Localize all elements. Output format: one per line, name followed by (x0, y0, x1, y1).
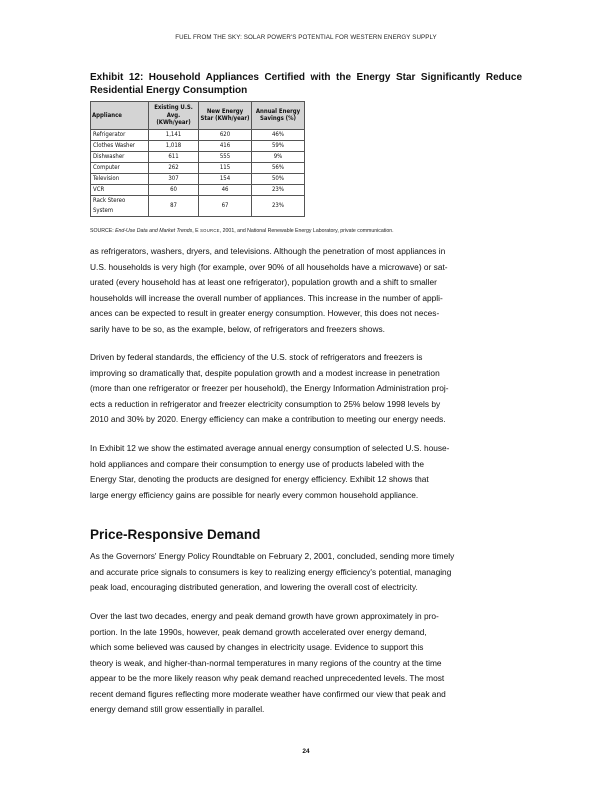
column-header-appliance: Appliance (91, 102, 149, 130)
table-row (91, 195, 305, 216)
cell-annual-savings: 59% (252, 140, 305, 151)
paragraph-line: Energy Star, denoting the products are designed for energy efficiency. Exhibit 12 shows that (90, 474, 429, 484)
cell-annual-savings: 23% (252, 184, 305, 195)
source-middle: , E (192, 228, 201, 234)
cell-existing-avg: 262 (149, 162, 199, 173)
cell-existing-avg: 87 (149, 195, 199, 216)
cell-existing-avg: 60 (149, 184, 199, 195)
table-row (91, 162, 305, 173)
paragraph-governors-roundtable (90, 549, 522, 596)
source-smallcaps: SOURCE (200, 228, 220, 233)
cell-appliance: VCR (91, 184, 149, 195)
cell-annual-savings: 56% (252, 162, 305, 173)
cell-appliance: Clothes Washer (91, 140, 149, 151)
table-row (91, 173, 305, 184)
page-number: 24 (302, 748, 310, 755)
cell-new-energy-star: 416 (199, 140, 252, 151)
paragraph-line: U.S. households is very high (for example, over 90% of all households have a microwave) or sat- (90, 261, 448, 272)
paragraph-line: hold appliances and compare their consumption to energy use of products labeled with the (90, 458, 424, 469)
cell-new-energy-star: 154 (199, 173, 252, 184)
paragraph-line: appear to be the more likely reason why peak demand reached unprecedented levels. The most (90, 673, 445, 683)
paragraph-line: large energy efficiency gains are possible for nearly every common household appliance. (90, 489, 419, 500)
cell-appliance: Rack Stereo System (91, 195, 149, 216)
column-header-new-energy-star: New Energy Star (KWh/year) (199, 102, 252, 130)
paragraph-line: ects a reduction in refrigerator and freezer electricity consumption to 25% below 1998 levels by (90, 398, 441, 409)
cell-appliance: Television (91, 173, 149, 184)
cell-new-energy-star: 620 (199, 129, 252, 140)
table-row (91, 184, 305, 195)
table-row (91, 140, 305, 151)
paragraph-line: which some believed was caused by changes in electricity usage. Evidence to support this (90, 642, 424, 652)
cell-existing-avg: 307 (149, 173, 199, 184)
cell-existing-avg: 1,018 (149, 140, 199, 151)
paragraph-line: 2010 and 30% by 2020. Energy efficiency can make a contribution to meeting our energy needs. (90, 414, 446, 424)
table-source-note (90, 228, 530, 234)
cell-existing-avg: 1,141 (149, 129, 199, 140)
appliance-energy-table (90, 101, 305, 217)
paragraph-line: urated (every household has at least one refrigerator), population growth and a shift to smaller (90, 277, 437, 287)
paragraph-peak-demand (90, 609, 522, 718)
section-heading-price-responsive-demand: Price-Responsive Demand (90, 527, 261, 542)
paragraph-line: and accurate price signals to consumers is key to realizing energy efficiency's potential, managing (90, 566, 452, 577)
paragraph-line: ances can be expected to result in greater energy consumption. However, this does not neces- (90, 308, 440, 318)
table-row (91, 151, 305, 162)
paragraph-line: Driven by federal standards, the efficiency of the U.S. stock of refrigerators and freezers is (90, 352, 423, 362)
cell-new-energy-star: 555 (199, 151, 252, 162)
paragraph-line: In Exhibit 12 we show the estimated average annual energy consumption of selected U.S. house- (90, 443, 450, 453)
column-header-existing-avg: Existing U.S. Avg. (KWh/year) (149, 102, 199, 130)
paragraph-line: peak load, encouraging distributed generation, and lowering the overall cost of electricity. (90, 582, 418, 592)
cell-annual-savings: 23% (252, 195, 305, 216)
paragraph-line: as refrigerators, washers, dryers, and televisions. Although the penetration of most appliances in (90, 246, 446, 256)
paragraph-refrigerator-efficiency (90, 350, 522, 428)
table-row (91, 129, 305, 140)
cell-existing-avg: 611 (149, 151, 199, 162)
paragraph-line: sarily have to be so, as the example, below, of refrigerators and freezers shows. (90, 323, 385, 334)
cell-new-energy-star: 115 (199, 162, 252, 173)
paragraph-line: theory is weak, and higher-than-normal temperatures in many regions of the country at the time (90, 657, 442, 668)
cell-annual-savings: 9% (252, 151, 305, 162)
source-suffix: , 2001, and National Renewable Energy Laboratory, private communication. (219, 228, 394, 234)
paragraph-line: recent demand figures reflecting more moderate weather have confirmed our view that peak and (90, 688, 446, 699)
cell-annual-savings: 46% (252, 129, 305, 140)
paragraph-exhibit-12-description (90, 441, 522, 503)
cell-appliance: Dishwasher (91, 151, 149, 162)
paragraph-line: Over the last two decades, energy and peak demand growth have grown approximately in pro- (90, 611, 439, 621)
cell-appliance: Refrigerator (91, 129, 149, 140)
paragraph-line: improving so dramatically that, despite population growth and a modest increase in penetration (90, 367, 440, 378)
source-prefix: SOURCE: (90, 228, 116, 234)
column-header-annual-savings: Annual Energy Savings (%) (252, 102, 305, 130)
source-title: End-Use Data and Market Trends (115, 228, 193, 234)
paragraph-line: energy demand still grow essentially in parallel. (90, 704, 265, 714)
running-header: FUEL FROM THE SKY: SOLAR POWER'S POTENTIAL FOR WESTERN ENERGY SUPPLY (175, 34, 437, 41)
table-header-row (91, 102, 305, 130)
paragraph-line: households will increase the overall number of appliances. This increase in the number of appli- (90, 292, 443, 303)
paragraph-line: As the Governors' Energy Policy Roundtable on February 2, 2001, concluded, sending more timely (90, 551, 455, 561)
cell-new-energy-star: 46 (199, 184, 252, 195)
cell-annual-savings: 50% (252, 173, 305, 184)
paragraph-appliance-growth (90, 244, 522, 337)
cell-appliance: Computer (91, 162, 149, 173)
exhibit-title: Exhibit 12: Household Appliances Certified with the Energy Star Significantly Reduce Residential Energy Consumption (90, 72, 522, 96)
paragraph-line: portion. In the late 1990s, however, peak demand growth accelerated over energy demand, (90, 626, 427, 637)
cell-new-energy-star: 67 (199, 195, 252, 216)
paragraph-line: (more than one refrigerator or freezer per household), the Energy Information Administration proj- (90, 383, 449, 393)
